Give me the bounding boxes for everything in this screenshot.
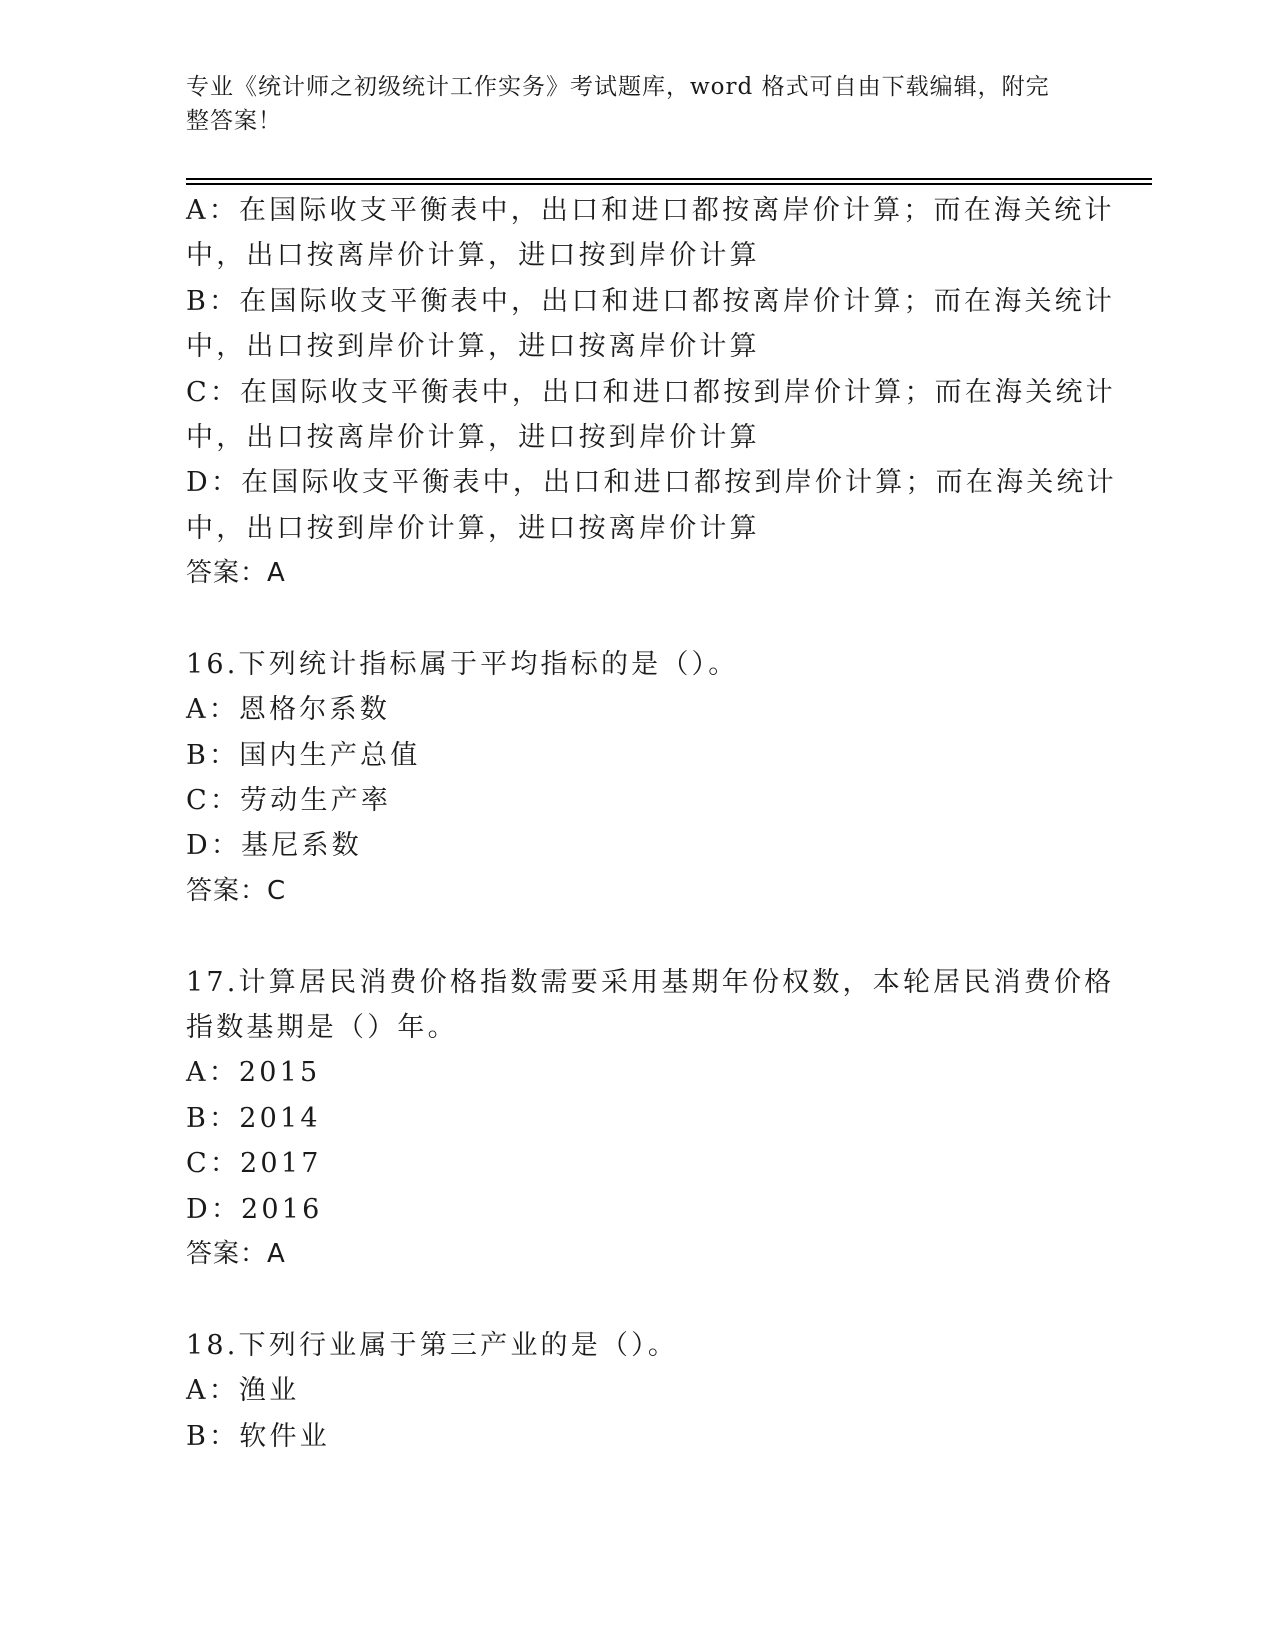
question-text: 18.下列行业属于第三产业的是（）。 (186, 1329, 679, 1361)
header-line-1: 专业《统计师之初级统计工作实务》考试题库，word 格式可自由下载编辑，附完 (186, 74, 1050, 100)
spacer (186, 597, 1086, 642)
option-b: B：软件业 (186, 1420, 330, 1452)
option-c-line-1: C：在国际收支平衡表中，出口和进口都按到岸价计算；而在海关统计 (186, 376, 1116, 408)
answer-line: 答案：A (186, 1238, 286, 1269)
option-d-line-2: 中，出口按到岸价计算，进口按离岸价计算 (186, 512, 760, 544)
header-rule-bottom (186, 183, 1152, 185)
option-a: A：渔业 (186, 1375, 300, 1407)
question-content (186, 188, 1117, 1459)
option-d-line-1: D：在国际收支平衡表中，出口和进口都按到岸价计算；而在海关统计 (186, 467, 1117, 499)
question-16 (186, 642, 1086, 914)
option-c-line-2: 中，出口按离岸价计算，进口按到岸价计算 (186, 421, 760, 453)
option-b: B：2014 (186, 1102, 321, 1134)
option-d: D：2016 (186, 1193, 323, 1225)
header-rule-top (186, 178, 1152, 180)
option-d: D：基尼系数 (186, 830, 362, 862)
spacer (186, 1277, 1086, 1322)
question-15 (186, 188, 1117, 597)
option-d (186, 460, 1117, 551)
option-a-line-1: A：在国际收支平衡表中，出口和进口都按离岸价计算；而在海关统计 (186, 195, 1115, 226)
question-text-line-2: 指数基期是（）年。 (186, 1012, 458, 1044)
spacer (186, 914, 1086, 959)
header-line-2: 整答案！ (186, 108, 282, 134)
question-text: 16.下列统计指标属于平均指标的是（）。 (186, 648, 739, 680)
option-b-line-1: B：在国际收支平衡表中，出口和进口都按离岸价计算；而在海关统计 (186, 285, 1116, 317)
question-18 (186, 1323, 1086, 1459)
option-c: C：2017 (186, 1148, 322, 1180)
question-text-line-1: 17.计算居民消费价格指数需要采用基期年份权数，本轮居民消费价格 (186, 966, 1115, 998)
option-a (186, 188, 1115, 279)
option-a-line-2: 中，出口按离岸价计算，进口按到岸价计算 (186, 240, 760, 272)
option-b: B：国内生产总值 (186, 739, 421, 771)
option-c (186, 370, 1116, 461)
option-c: C：劳动生产率 (186, 785, 392, 817)
option-a: A：恩格尔系数 (186, 694, 390, 726)
document-header (186, 70, 1066, 138)
option-a: A：2015 (186, 1057, 321, 1089)
question-17 (186, 960, 1115, 1278)
answer-line: 答案：A (186, 558, 286, 589)
option-b (186, 279, 1116, 370)
answer-line: 答案：C (186, 875, 287, 906)
option-b-line-2: 中，出口按到岸价计算，进口按离岸价计算 (186, 331, 760, 363)
